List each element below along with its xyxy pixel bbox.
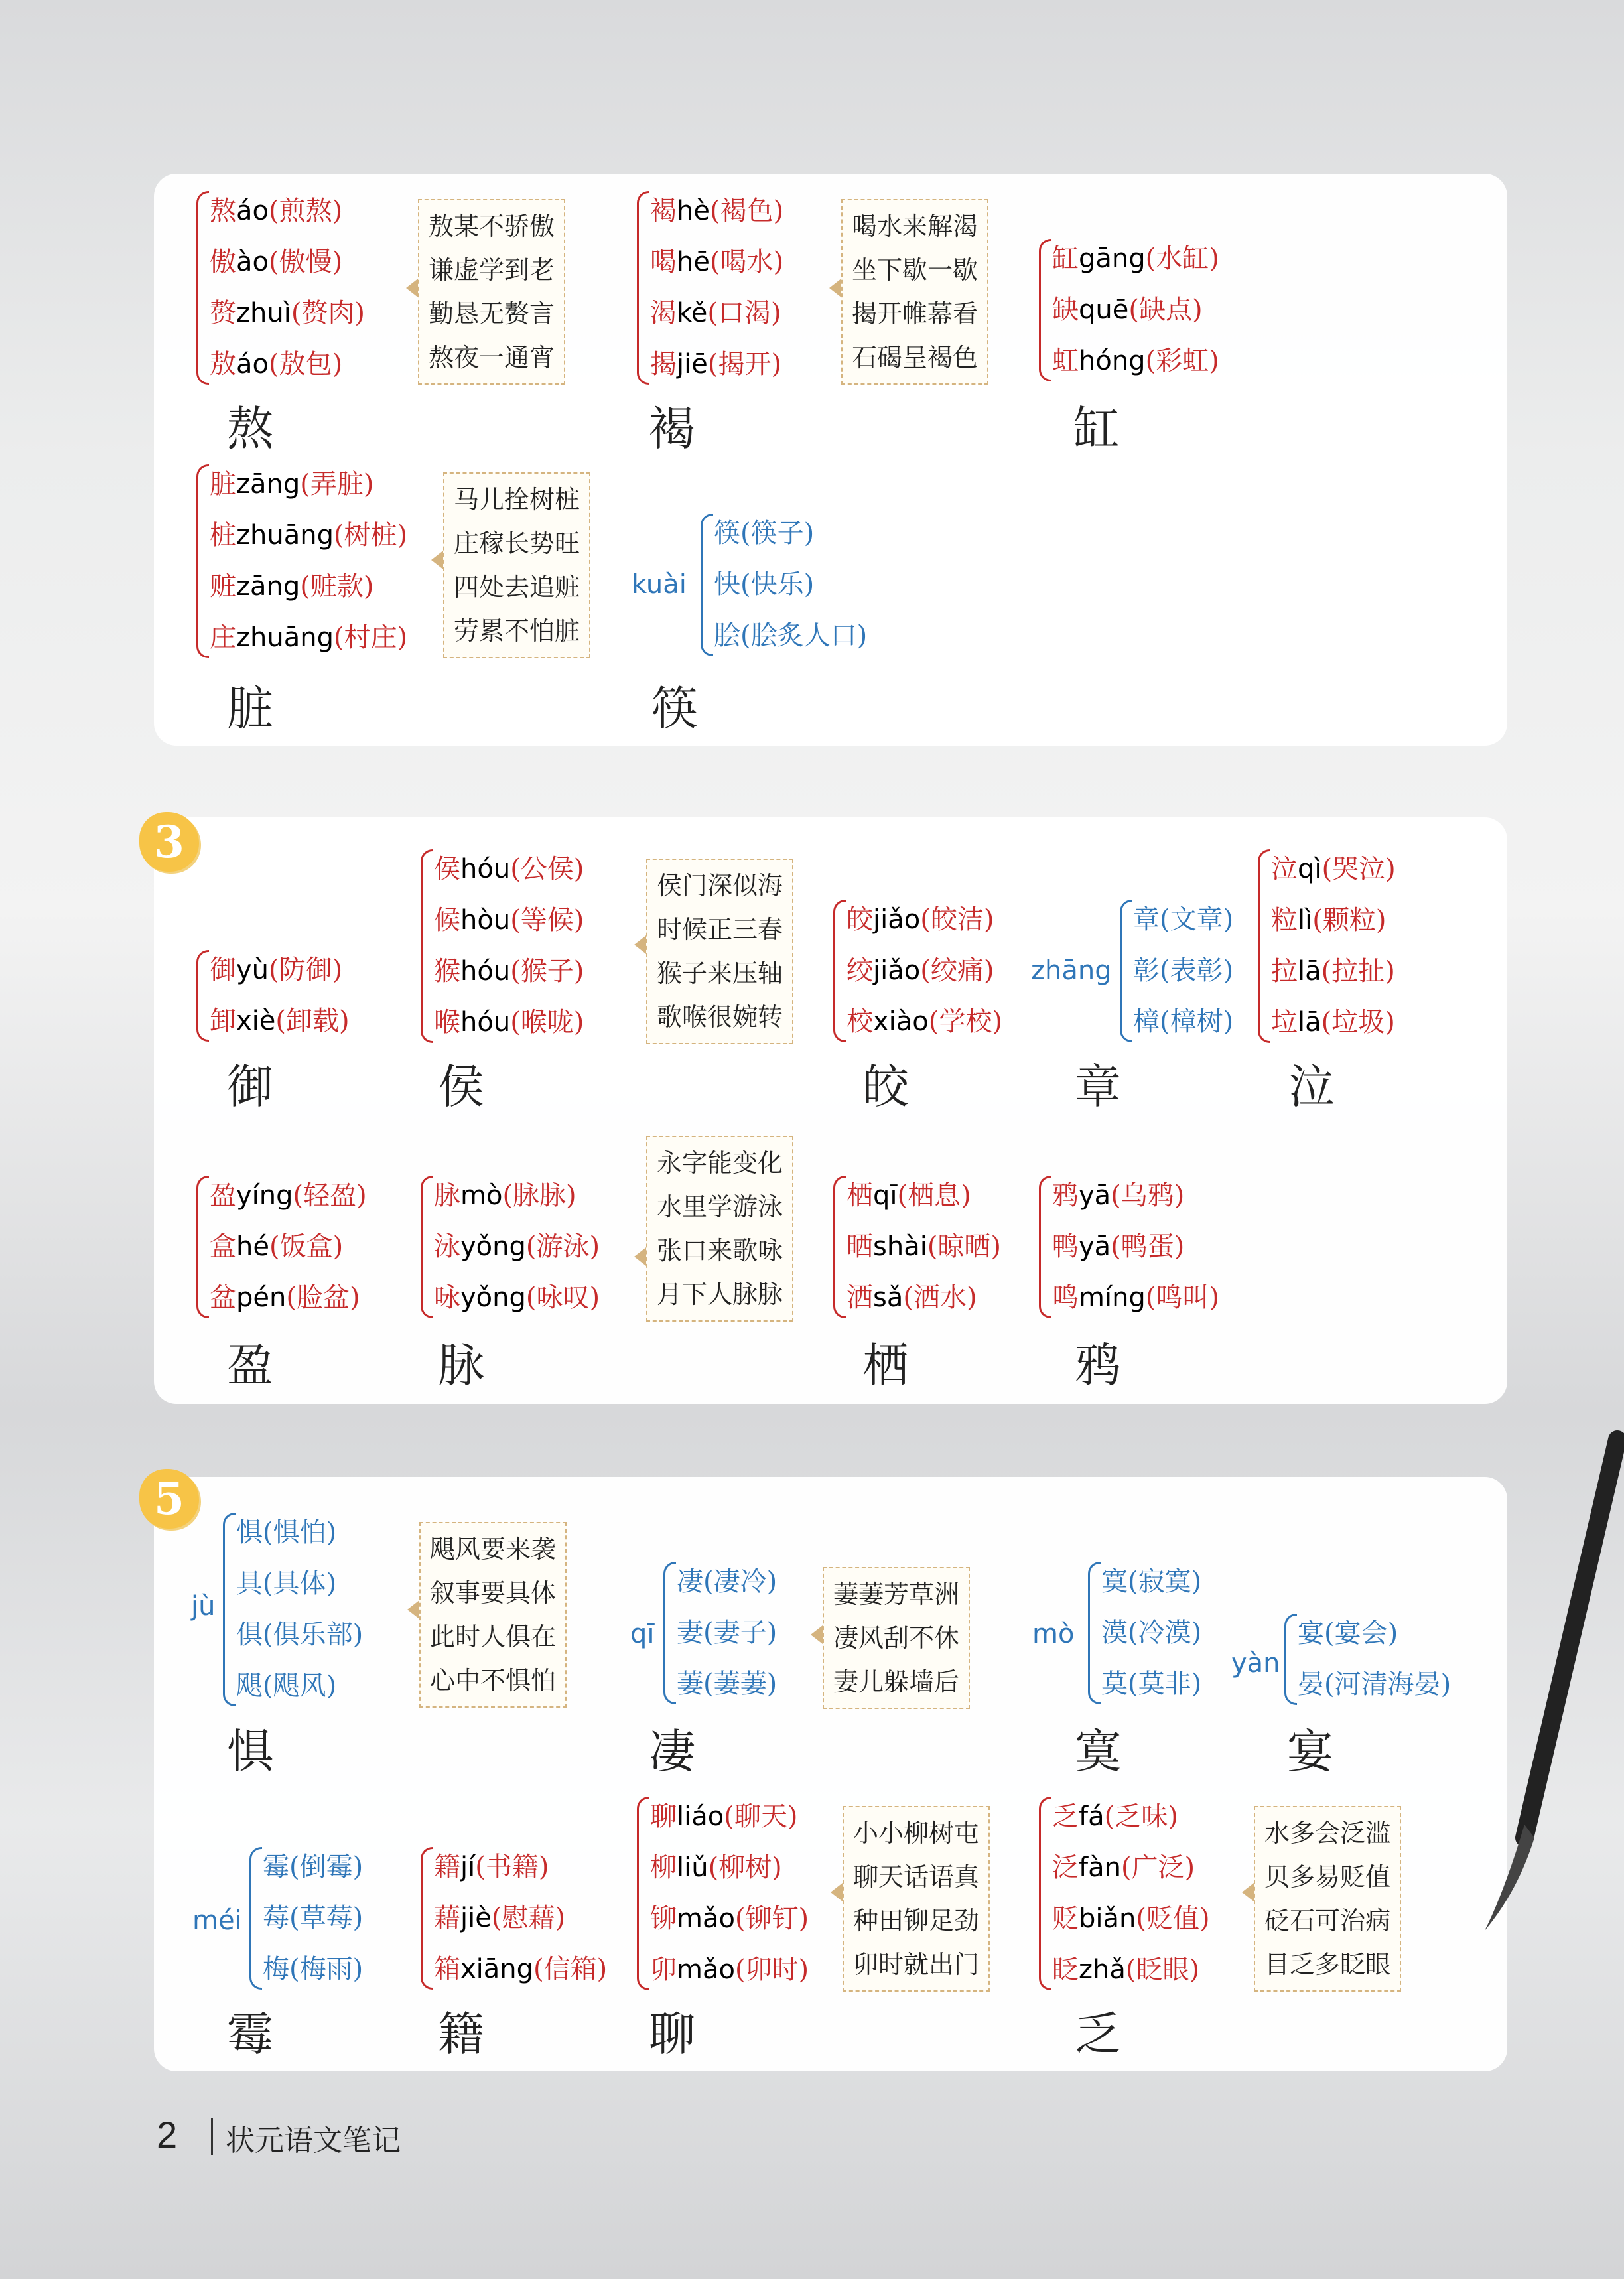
list-item: 卯mǎo(卯时) [650,1955,809,1985]
pinyin-qi: qī [630,1619,655,1649]
list-item: 聊liáo(聊天) [650,1801,798,1832]
list-item: 脍(脍炙人口) [714,620,868,651]
list-item: 傲ào(傲慢) [210,247,343,277]
list-item: 盒hé(饭盒) [210,1231,344,1262]
char-group-gang [1039,234,1219,387]
list-item: 侯hóu(公侯) [434,854,584,884]
char-group-ao [196,186,365,390]
arrow-icon [634,935,646,954]
main-character-hou: 侯 [438,1060,484,1114]
char-group-ya [1039,1170,1219,1324]
list-item: 惧(惧怕) [236,1517,337,1548]
list-item: 彰(表彰) [1133,955,1234,986]
book-title: 状元语文笔记 [226,2124,401,2158]
list-item: 筷(筷子) [714,518,815,549]
list-item: 皎jiǎo(皎洁) [846,904,994,935]
list-item: 校xiào(学校) [846,1006,1002,1037]
char-group-ju [223,1507,363,1712]
pinyin-mei: méi [192,1905,242,1936]
arrow-icon [829,279,841,297]
list-item: 揭jiē(揭开) [650,349,782,380]
pinyin-yan: yàn [1231,1648,1280,1679]
pinyin-kuai: kuài [632,569,687,600]
char-group-ying [196,1170,367,1324]
arrow-icon [831,1883,843,1901]
list-item: 寞(寂寞) [1101,1566,1202,1597]
list-item: 晏(河清海晏) [1298,1669,1452,1700]
list-item: 缺quē(缺点) [1052,295,1203,325]
mnemonic-poem-ju: 飓风要来袭 叙事要具体 此时人俱在 心中不惧怕 [419,1522,567,1708]
list-item: 栖qī(栖息) [846,1180,971,1211]
list-item: 熬áo(煎熬) [210,196,343,226]
main-character-liao: 聊 [649,2007,695,2061]
main-character-mo: 寞 [1075,1724,1121,1779]
mnemonic-poem-liao: 小小柳树屯 聊天话语真 种田铆足劲 卯时就出门 [843,1806,990,1992]
char-group-mo [1088,1556,1201,1710]
arrow-icon [431,551,443,569]
char-group-mei [249,1842,363,1995]
list-item: 泛fàn(广泛) [1052,1852,1195,1883]
list-item: 虹hóng(彩虹) [1052,346,1219,376]
main-character-gang: 缸 [1073,401,1120,456]
main-character-he: 褐 [649,401,695,456]
list-item: 垃lā(垃圾) [1271,1007,1395,1038]
list-item: 梅(梅雨) [263,1954,364,1984]
list-item: 籍jí(书籍) [434,1852,549,1882]
mnemonic-poem-ao: 敖某不骄傲 谦虚学到老 勤恳无赘言 熬夜一通宵 [418,199,565,385]
arrow-icon [407,1600,419,1619]
main-character-ju: 惧 [227,1724,273,1779]
list-item: 脏zāng(弄脏) [210,469,374,500]
list-item: 泳yǒng(游泳) [434,1231,600,1262]
section-badge-3: 3 [139,812,199,872]
list-item: 庄zhuāng(村庄) [210,622,408,653]
list-item: 快(快乐) [714,569,815,600]
list-item: 俱(俱乐部) [236,1620,364,1650]
list-item: 鸭yā(鸭蛋) [1052,1231,1185,1262]
page-number: 2 [157,2114,178,2156]
list-item: 飓(飓风) [236,1671,337,1701]
list-item: 柳liǔ(柳树) [650,1852,782,1883]
char-group-qi2 [833,1170,1001,1324]
list-item: 缸gāng(水缸) [1052,243,1219,274]
main-character-zhang: 章 [1075,1060,1121,1114]
list-item: 铆mǎo(铆钉) [650,1903,809,1934]
char-group-jiao [833,894,1002,1048]
list-item: 樟(樟树) [1133,1006,1234,1037]
main-character-qi-3: 凄 [649,1724,695,1779]
char-group-mai [421,1170,600,1324]
list-item: 具(具体) [236,1568,337,1599]
main-character-mei: 霉 [227,2007,273,2061]
mnemonic-poem-qi: 萋萋芳草洲 凄风刮不休 妻儿躲墙后 [823,1567,970,1709]
main-character-ying: 盈 [227,1338,273,1393]
pinyin-mo: mò [1032,1619,1075,1649]
char-group-kuai [701,508,867,661]
pinyin-ju: jù [191,1591,216,1622]
main-character-ya: 鸦 [1075,1338,1121,1393]
list-item: 赘zhuì(赘肉) [210,298,366,328]
list-item: 妻(妻子) [677,1618,778,1648]
list-item: 箱xiāng(信箱) [434,1954,608,1984]
main-character-yan: 宴 [1287,1724,1333,1779]
char-group-fa [1039,1791,1210,1996]
char-group-ji [421,1842,607,1995]
list-item: 贬biǎn(贬值) [1052,1903,1210,1934]
list-item: 鸣míng(鸣叫) [1052,1282,1220,1313]
list-item: 绞jiǎo(绞痛) [846,955,994,986]
list-item: 卸xiè(卸载) [210,1006,350,1036]
list-item: 乏fá(乏味) [1052,1801,1178,1832]
char-group-qi-3 [663,1556,777,1710]
main-character-fa: 乏 [1075,2007,1121,2061]
char-group-hou [421,844,584,1048]
list-item: 漠(冷漠) [1101,1618,1202,1648]
list-item: 桩zhuāng(树桩) [210,520,408,551]
list-item: 御yù(防御) [210,955,343,985]
list-item: 洒sǎ(洒水) [846,1282,977,1313]
main-character-yu: 御 [227,1060,273,1114]
list-item: 敖áo(敖包) [210,349,343,380]
main-character-mai: 脉 [438,1338,484,1393]
char-group-zhang [1120,894,1233,1048]
list-item: 盈yíng(轻盈) [210,1180,367,1211]
list-item: 萋(萋萋) [677,1669,778,1699]
main-character-ao: 熬 [227,401,273,456]
mnemonic-poem-hou: 侯门深似海 时候正三春 猴子来压轴 歌喉很婉转 [646,859,793,1044]
list-item: 晒shài(晾晒) [846,1231,1002,1262]
char-group-liao [637,1791,809,1996]
pinyin-zhang: zhāng [1031,955,1112,986]
main-character-jiao: 皎 [862,1060,909,1114]
main-character-zang: 脏 [227,681,273,736]
main-character-ji: 籍 [438,2007,484,2061]
list-item: 宴(宴会) [1298,1618,1398,1649]
list-item: 莓(草莓) [263,1903,364,1933]
arrow-icon [634,1247,646,1266]
list-item: 赃zāng(赃款) [210,571,374,602]
main-character-qi: 泣 [1288,1060,1335,1114]
footer-divider [211,2118,213,2155]
list-item: 凄(凄冷) [677,1566,778,1597]
char-group-he [637,186,783,390]
list-item: 拉lā(拉扯) [1271,956,1395,987]
list-item: 章(文章) [1133,904,1234,935]
mnemonic-poem-mai: 永字能变化 水里学游泳 张口来歌咏 月下人脉脉 [646,1136,793,1322]
mnemonic-poem-fa: 水多会泛滥 贝多易贬值 砭石可治病 目乏多眨眼 [1254,1806,1401,1992]
list-item: 莫(莫非) [1101,1669,1202,1699]
list-item: 泣qì(哭泣) [1271,854,1396,884]
char-group-qi [1258,844,1396,1048]
mnemonic-poem-he: 喝水来解渴 坐下歇一歇 揭开帷幕看 石碣呈褐色 [841,199,988,385]
list-item: 脉mò(脉脉) [434,1180,576,1211]
arrow-icon [811,1625,823,1644]
list-item: 咏yǒng(咏叹) [434,1282,600,1313]
mnemonic-poem-zang: 马儿拴树桩 庄稼长势旺 四处去追赃 劳累不怕脏 [443,472,590,658]
list-item: 候hòu(等候) [434,905,584,935]
main-character-kuai: 筷 [651,681,698,736]
list-item: 鸦yā(乌鸦) [1052,1180,1185,1211]
arrow-icon [406,279,418,297]
brush-illustration [1425,1426,1624,2024]
list-item: 喝hē(喝水) [650,247,784,277]
list-item: 粒lì(颗粒) [1271,905,1387,935]
arrow-icon [1242,1883,1254,1901]
list-item: 猴hóu(猴子) [434,956,584,987]
list-item: 霉(倒霉) [263,1852,364,1882]
char-group-zang [196,459,407,663]
list-item: 渴kě(口渴) [650,298,781,328]
list-item: 褐hè(褐色) [650,196,784,226]
list-item: 喉hóu(喉咙) [434,1007,584,1038]
list-item: 藉jiè(慰藉) [434,1903,566,1933]
section-badge-5: 5 [139,1469,199,1529]
char-group-yu [196,945,350,1047]
main-character-qi2: 栖 [862,1338,909,1393]
list-item: 眨zhǎ(眨眼) [1052,1955,1200,1985]
list-item: 盆pén(脸盆) [210,1282,360,1313]
